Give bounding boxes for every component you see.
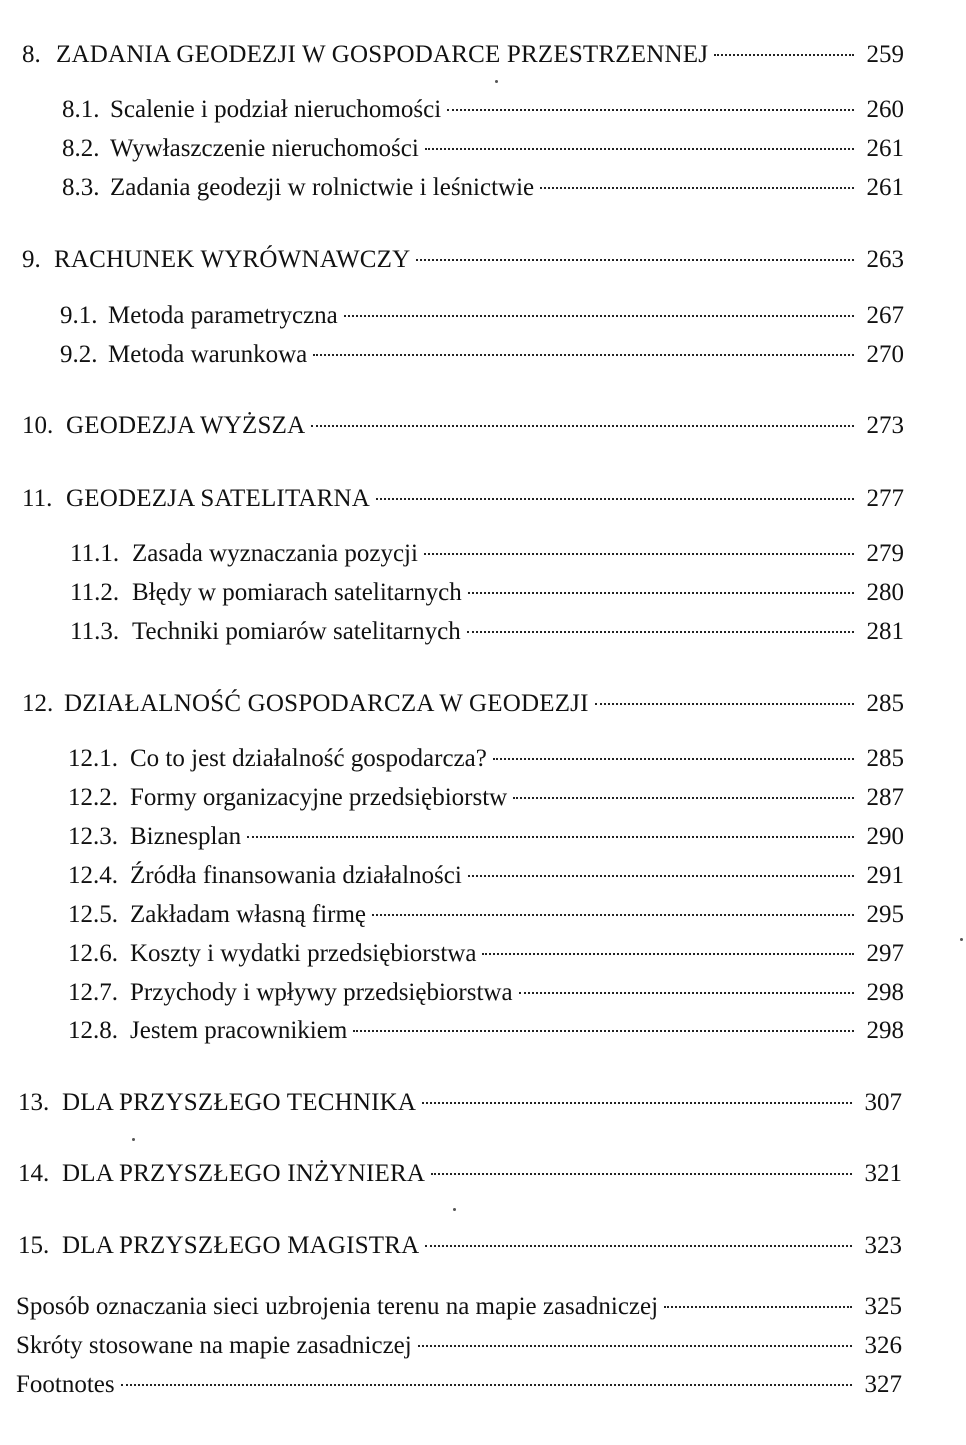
toc-page-number: 280 [866, 579, 904, 606]
toc-page-number: 279 [866, 540, 904, 567]
toc-number: 12.4. [68, 862, 118, 889]
toc-title: Metoda warunkowa [108, 341, 308, 368]
toc-title: Techniki pomiarów satelitarnych [132, 618, 461, 645]
scan-speck [453, 1208, 456, 1211]
toc-page-number: 287 [866, 784, 904, 811]
toc-page-number: 263 [866, 246, 904, 273]
toc-leader [714, 54, 854, 56]
toc-leader [425, 148, 854, 150]
toc-leader [468, 592, 854, 594]
toc-page-number: 297 [866, 940, 904, 967]
toc-number: 12.3. [68, 823, 118, 850]
toc-title: Przychody i wpływy przedsiębiorstwa [130, 979, 513, 1006]
toc-leader [311, 425, 854, 427]
toc-page-number: 327 [864, 1371, 902, 1398]
toc-page-number: 261 [866, 174, 904, 201]
toc-entry [22, 484, 904, 514]
toc-entry [18, 1088, 902, 1118]
toc-leader [468, 875, 854, 877]
toc-entry [68, 783, 904, 813]
toc-page-number: 323 [864, 1232, 902, 1259]
toc-page-number: 267 [866, 302, 904, 329]
toc-number: 11. [22, 485, 53, 512]
toc-page-number: 307 [864, 1089, 902, 1116]
toc-title: Metoda parametryczna [108, 302, 338, 329]
toc-title: GEODEZJA WYŻSZA [66, 412, 306, 439]
toc-number: 11.3. [70, 618, 120, 645]
toc-entry [62, 134, 904, 164]
toc-entry [16, 1331, 902, 1361]
toc-entry [68, 978, 904, 1008]
toc-leader [467, 631, 854, 633]
toc-title: Formy organizacyjne przedsiębiorstw [130, 784, 508, 811]
toc-page-number: 298 [866, 979, 904, 1006]
toc-entry [60, 301, 904, 331]
toc-number: 8.2. [62, 135, 100, 162]
toc-leader [344, 315, 854, 317]
toc-number: 9.2. [60, 341, 98, 368]
toc-page-number: 260 [866, 96, 904, 123]
toc-page-number: 295 [866, 901, 904, 928]
toc-number: 9.1. [60, 302, 98, 329]
toc-number: 12. [22, 690, 54, 717]
toc-number: 12.1. [68, 745, 118, 772]
toc-number: 11.2. [70, 579, 120, 606]
toc-leader [416, 259, 854, 261]
toc-entry [68, 900, 904, 930]
toc-title: DLA PRZYSZŁEGO TECHNIKA [62, 1089, 417, 1116]
toc-entry [70, 578, 904, 608]
toc-page-number: 281 [866, 618, 904, 645]
toc-entry [18, 1231, 902, 1261]
toc-entry [62, 95, 904, 125]
toc-leader [482, 953, 854, 955]
toc-entry [70, 617, 904, 647]
toc-entry [68, 822, 904, 852]
toc-number: 8.1. [62, 96, 100, 123]
toc-number: 12.6. [68, 940, 118, 967]
toc-leader [664, 1306, 852, 1308]
toc-number: 12.7. [68, 979, 118, 1006]
toc-title: GEODEZJA SATELITARNA [66, 485, 371, 512]
toc-leader [424, 553, 854, 555]
toc-entry [16, 1292, 902, 1322]
toc-number: 8.3. [62, 174, 100, 201]
scan-speck [495, 80, 498, 83]
toc-page-number: 321 [864, 1160, 902, 1187]
toc-entry [22, 245, 904, 275]
toc-number: 14. [18, 1160, 50, 1187]
toc-page-number: 290 [866, 823, 904, 850]
toc-entry [22, 40, 904, 70]
toc-leader [425, 1245, 852, 1247]
toc-leader [540, 187, 854, 189]
toc-leader [519, 992, 854, 994]
toc-title: Błędy w pomiarach satelitarnych [132, 579, 462, 606]
toc-leader [247, 836, 854, 838]
toc-entry [62, 173, 904, 203]
toc-title: DLA PRZYSZŁEGO MAGISTRA [62, 1232, 420, 1259]
toc-number: 15. [18, 1232, 50, 1259]
toc-leader [313, 354, 854, 356]
toc-leader [595, 703, 854, 705]
toc-leader [353, 1030, 854, 1032]
scan-speck [960, 938, 963, 941]
toc-title: Footnotes [16, 1371, 115, 1398]
toc-number: 12.2. [68, 784, 118, 811]
toc-title: Biznesplan [130, 823, 242, 850]
toc-leader [431, 1173, 852, 1175]
toc-page-number: 298 [866, 1017, 904, 1044]
toc-entry [18, 1159, 902, 1189]
toc-entry [16, 1370, 902, 1400]
toc-entry [70, 539, 904, 569]
toc-number: 11.1. [70, 540, 120, 567]
toc-title: DZIAŁALNOŚĆ GOSPODARCZA W GEODEZJI [64, 690, 589, 717]
toc-page-number: 270 [866, 341, 904, 368]
toc-page-number: 273 [866, 412, 904, 439]
toc-leader [513, 797, 854, 799]
toc-title: Źródła finansowania działalności [130, 862, 462, 889]
toc-title: DLA PRZYSZŁEGO INŻYNIERA [62, 1160, 426, 1187]
toc-title: Wywłaszczenie nieruchomości [110, 135, 419, 162]
toc-number: 12.5. [68, 901, 118, 928]
toc-leader [376, 498, 854, 500]
toc-title: ZADANIA GEODEZJI W GOSPODARCE PRZESTRZENNEJ [56, 41, 709, 68]
toc-page-number: 259 [866, 41, 904, 68]
toc-page-number: 325 [864, 1293, 902, 1320]
toc-title: Zadania geodezji w rolnictwie i leśnictwie [110, 174, 535, 201]
scan-speck [132, 1138, 135, 1141]
toc-entry [22, 689, 904, 719]
toc-entry [68, 744, 904, 774]
toc-title: RACHUNEK WYRÓWNAWCZY [54, 246, 411, 273]
toc-page-number: 277 [866, 485, 904, 512]
toc-number: 13. [18, 1089, 50, 1116]
toc-entry [68, 1016, 904, 1046]
toc-leader [418, 1345, 852, 1347]
toc-leader [372, 914, 854, 916]
toc-title: Scalenie i podział nieruchomości [110, 96, 442, 123]
toc-page-number: 326 [864, 1332, 902, 1359]
toc-page-number: 285 [866, 745, 904, 772]
toc-leader [121, 1384, 852, 1386]
toc-entry [60, 340, 904, 370]
toc-leader [422, 1102, 852, 1104]
toc-title: Skróty stosowane na mapie zasadniczej [16, 1332, 412, 1359]
toc-title: Sposób oznaczania sieci uzbrojenia terenu na mapie zasadniczej [16, 1293, 659, 1320]
toc-number: 12.8. [68, 1017, 118, 1044]
toc-leader [447, 109, 854, 111]
toc-title: Jestem pracownikiem [130, 1017, 348, 1044]
toc-leader [493, 758, 854, 760]
toc-entry [68, 861, 904, 891]
toc-entry [22, 411, 904, 441]
toc-page-number: 285 [866, 690, 904, 717]
toc-entry [68, 939, 904, 969]
toc-page-number: 261 [866, 135, 904, 162]
toc-number: 8. [22, 41, 41, 68]
toc-title: Co to jest działalność gospodarcza? [130, 745, 487, 772]
toc-page-number: 291 [866, 862, 904, 889]
toc-title: Zasada wyznaczania pozycji [132, 540, 418, 567]
toc-number: 9. [22, 246, 41, 273]
toc-title: Koszty i wydatki przedsiębiorstwa [130, 940, 477, 967]
toc-title: Zakładam własną firmę [130, 901, 367, 928]
toc-number: 10. [22, 412, 54, 439]
